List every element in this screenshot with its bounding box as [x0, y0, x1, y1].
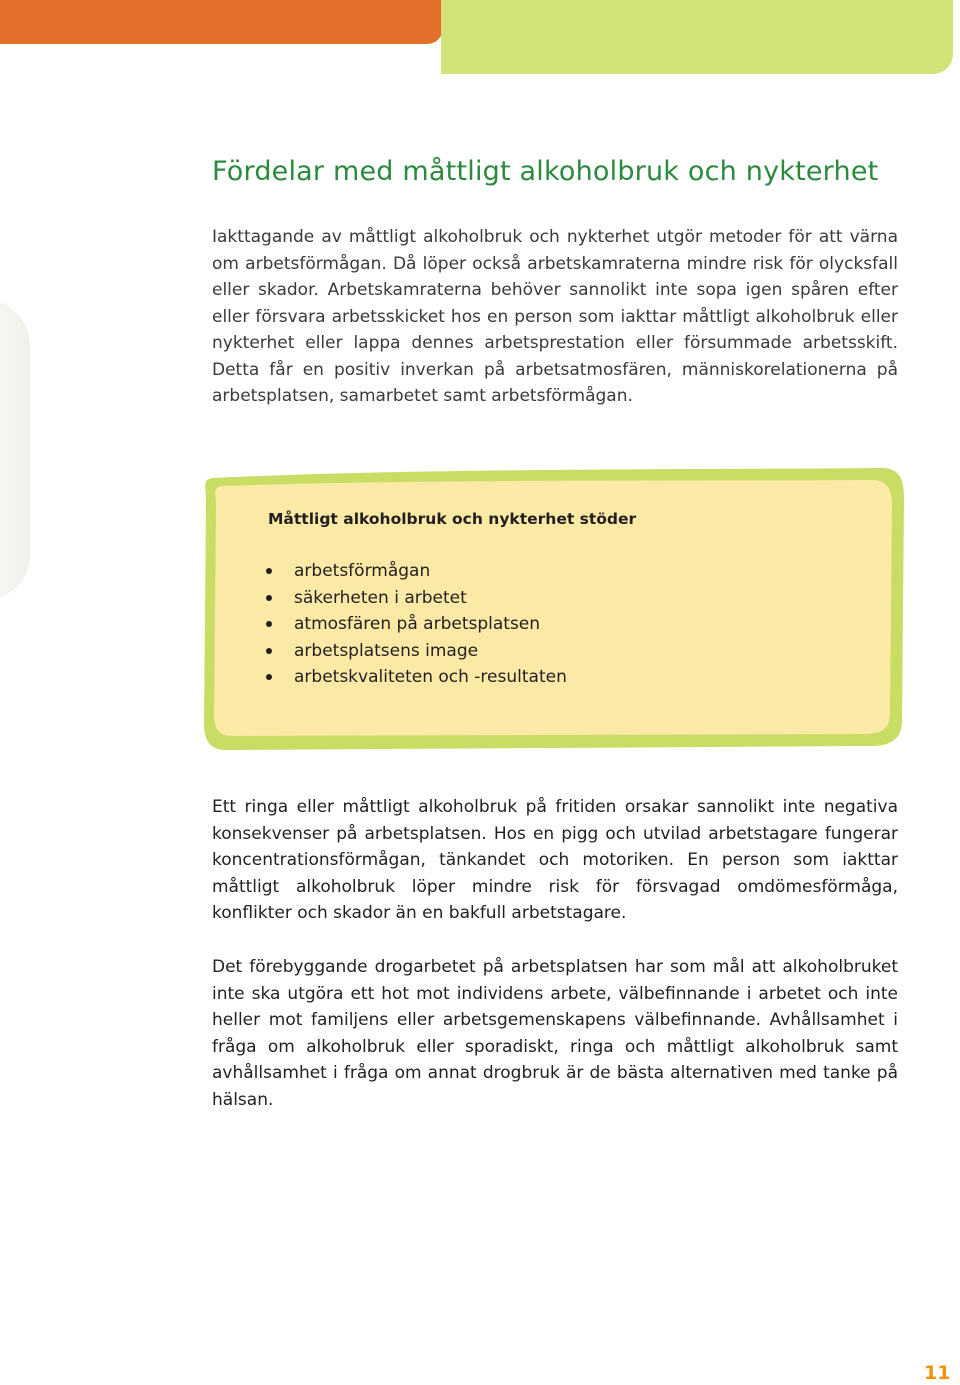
header-band-orange — [0, 0, 443, 44]
list-item — [266, 638, 567, 665]
bullet-icon — [266, 674, 272, 680]
intro-paragraph: Iakttagande av måttligt alkoholbruk och nykterhet utgör metoder för att värna om arbetsförmågan. Då löper också arbetskamraterna mindre risk för olycksfall eller skador. Arbetskamraterna behöver sannolikt inte sopa igen spåren efter eller försvara arbetsskicket hos en person som iakttar måttligt alkoholbruk eller nykterhet eller lappa dennes arbetsprestation eller försummade arbetsskift. Detta får en positiv inverkan på arbetsatmosfären, människorelationerna på arbetsplatsen, samarbetet samt arbetsförmågan. — [212, 227, 898, 406]
third-paragraph: Det förebyggande drogarbetet på arbetsplatsen har som mål att alkoholbruket inte ska utgöra ett hot mot individens arbete, välbefinnande i arbetet och inte heller mot familjens eller arbetsgemenskapens välbefinnande. Avhållsamhet i fråga om alkoholbruk eller sporadiskt, ringa och måttligt alkoholbruk samt avhållsamhet i fråga om annat drogbruk är de bästa alternativen med tanke på hälsan. — [212, 957, 898, 1110]
box-bullet-list — [266, 558, 567, 691]
list-item — [266, 585, 567, 612]
list-item-text: arbetskvaliteten och -resultaten — [294, 667, 567, 688]
header-band-green — [441, 0, 953, 74]
second-paragraph: Ett ringa eller måttligt alkoholbruk på fritiden orsakar sannolikt inte negativa konsekvenser på arbetsplatsen. Hos en pigg och utvilad arbetstagare fungerar koncentrationsförmågan, tänkandet och motoriken. En person som iakttar måttligt alkoholbruk löper mindre risk för försvagad omdömesförmåga, konflikter och skador än en bakfull arbetstagare. — [212, 797, 898, 923]
box-heading: Måttligt alkoholbruk och nykterhet stöder — [268, 510, 637, 528]
list-item — [266, 664, 567, 691]
bullet-icon — [266, 568, 272, 574]
bullet-icon — [266, 595, 272, 601]
list-item-text: arbetsförmågan — [294, 561, 431, 581]
bullet-icon — [266, 621, 272, 627]
left-decoration — [0, 300, 30, 600]
page-number: 11 — [924, 1362, 951, 1384]
list-item-text: atmosfären på arbetsplatsen — [294, 614, 541, 635]
list-item-text: arbetsplatsens image — [294, 640, 479, 661]
list-item-text: säkerheten i arbetet — [294, 587, 467, 608]
bullet-icon — [266, 648, 272, 654]
page-title: Fördelar med måttligt alkoholbruk och nykterhet — [212, 156, 879, 187]
list-item — [266, 558, 567, 585]
list-item — [266, 611, 567, 638]
